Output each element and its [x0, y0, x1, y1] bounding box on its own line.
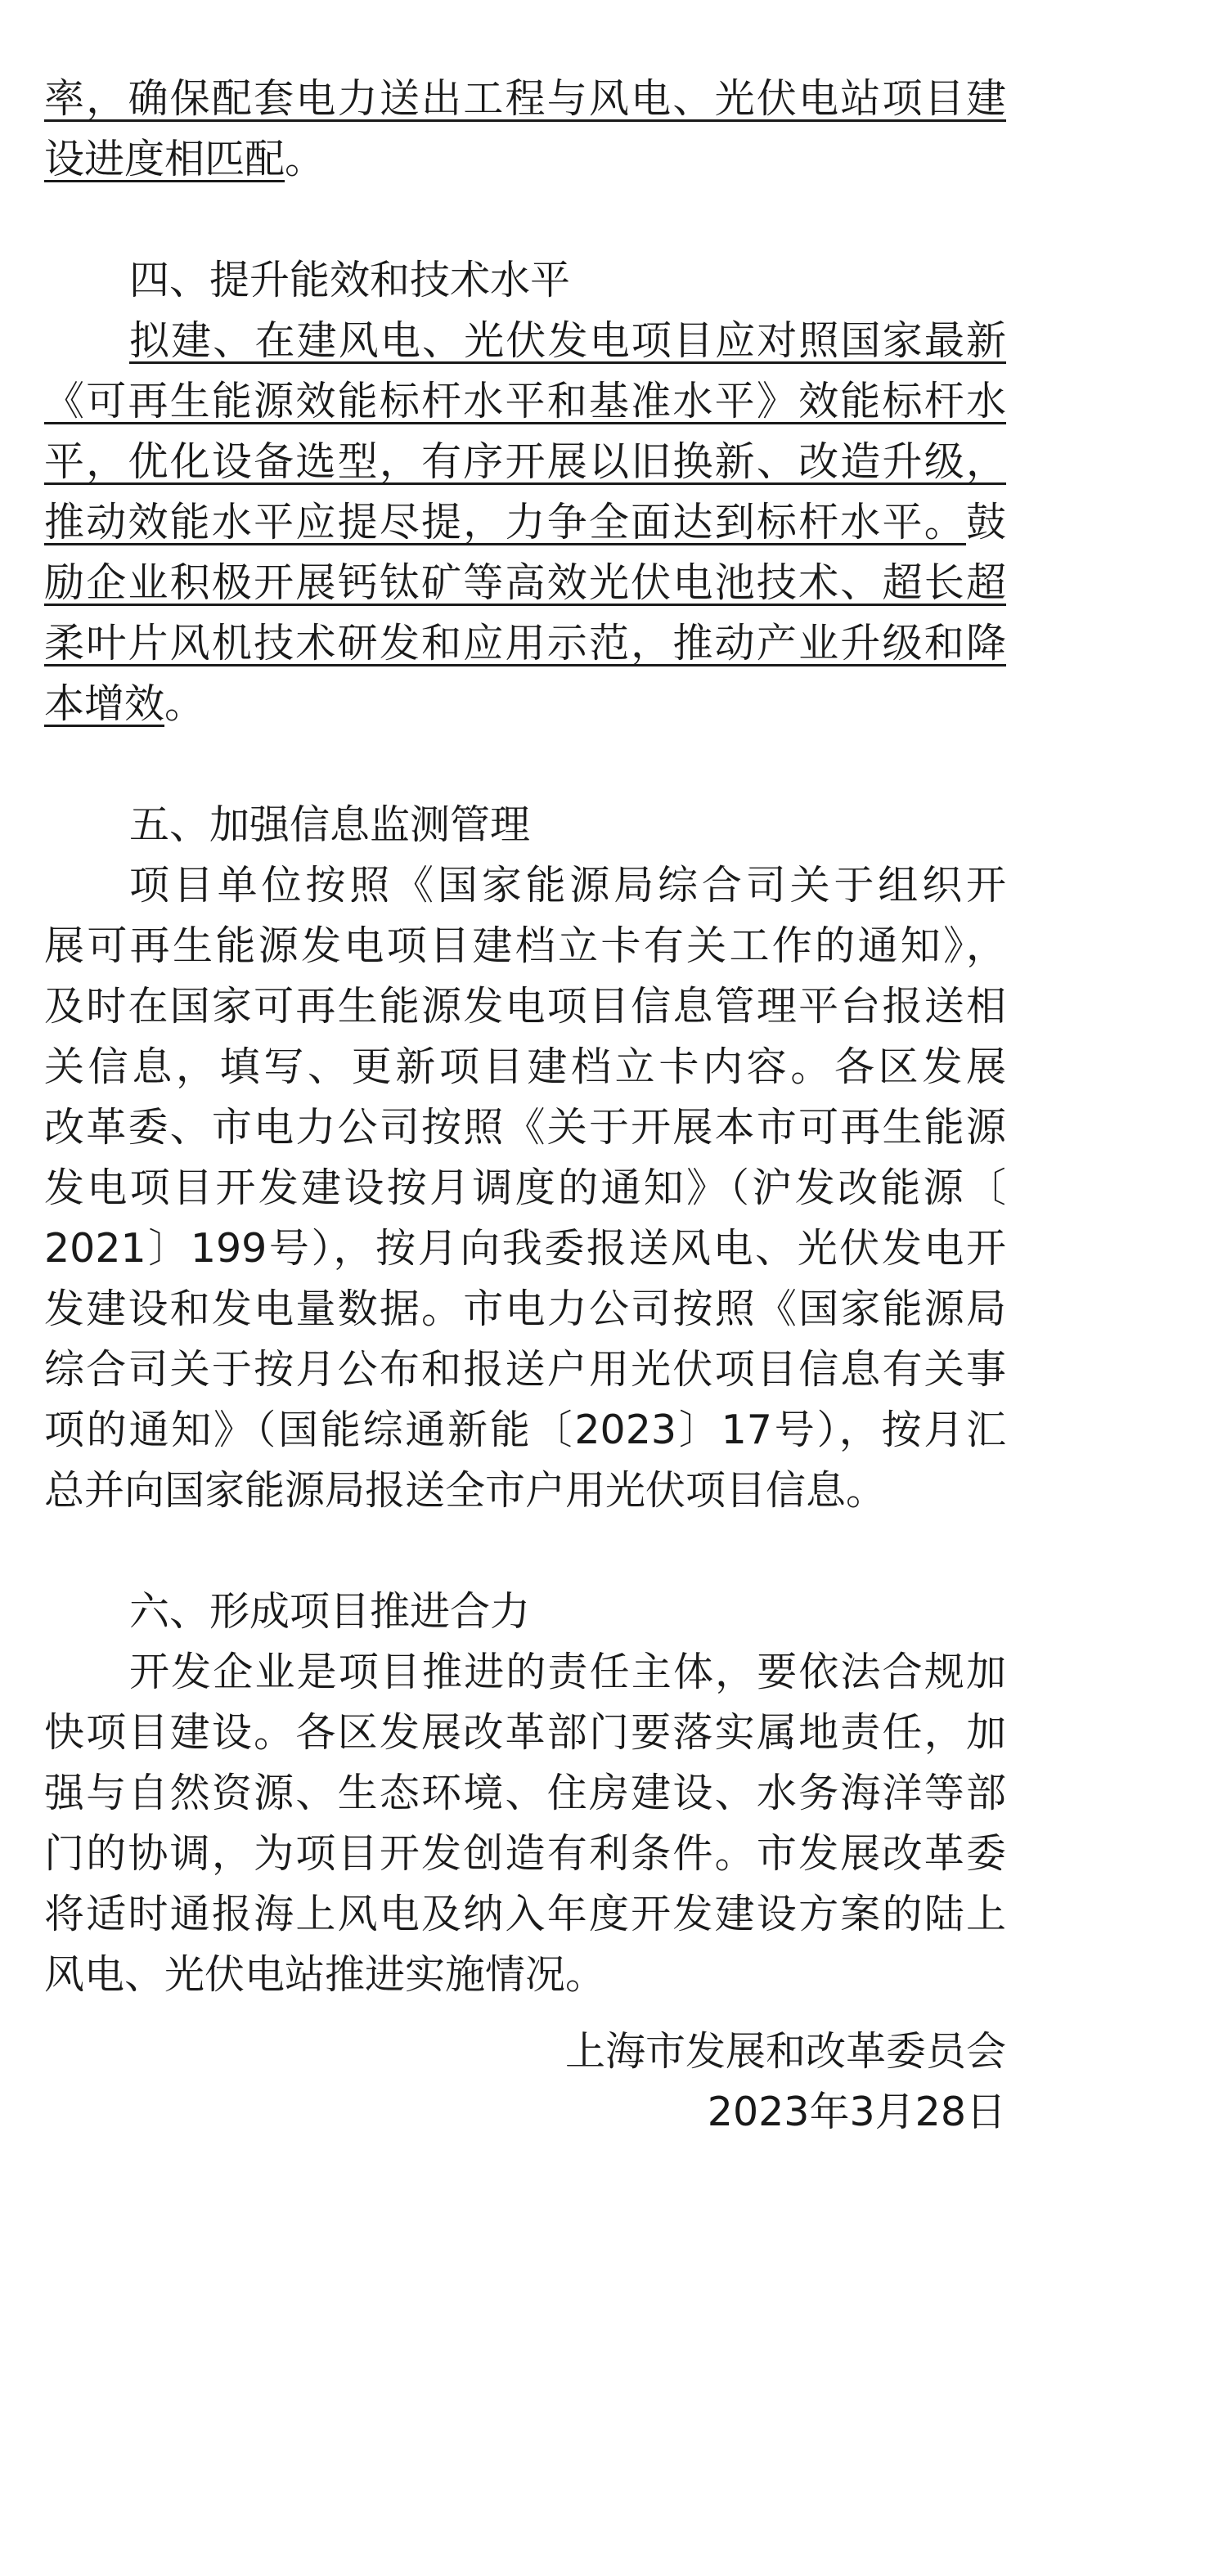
paragraph-gap	[44, 190, 1006, 250]
text-line	[44, 69, 1006, 129]
section-heading: 五、加强信息监测管理	[129, 801, 531, 848]
text-line	[44, 1945, 1006, 2005]
text-segment: 综合司关于按月公布和报送户用光伏项目信息有关事	[44, 1346, 1006, 1393]
text-segment: 强与自然资源、生态环境、住房建设、水务海洋等部	[44, 1770, 1006, 1816]
paragraph-gap	[44, 734, 1006, 795]
text-segment: 将适时通报海上风电及纳入年度开发建设方案的陆上	[44, 1891, 1006, 1937]
text-segment: 展可再生能源发电项目建档立卡有关工作的通知》，	[44, 922, 1006, 969]
text-line	[44, 311, 1006, 371]
text-line	[44, 1400, 1006, 1461]
text-segment: 发建设和发电量数据。市电力公司按照《国家能源局	[44, 1286, 1006, 1332]
signature-organization: 上海市发展和改革委员会	[564, 2028, 1006, 2075]
paragraph-gap	[44, 1521, 1006, 1582]
text-segment: 快项目建设。各区发展改革部门要落实属地责任，加	[44, 1709, 1006, 1756]
text-line	[44, 1218, 1006, 1279]
signature-date: 2023年3月28日	[707, 2089, 1006, 2135]
signature-block	[565, 2022, 1006, 2143]
text-line	[44, 129, 1006, 190]
text-line	[44, 1884, 1006, 1945]
text-line	[44, 613, 1006, 674]
text-line	[44, 1097, 1006, 1158]
text-segment: 改革委、市电力公司按照《关于开展本市可再生能源	[44, 1104, 1006, 1151]
underlined-text: 平，优化设备选型，有序开展以旧换新、改造升级，	[44, 438, 1006, 485]
text-line	[44, 976, 1006, 1037]
text-segment: 总并向国家能源局报送全市户用光伏项目信息。	[44, 1467, 887, 1514]
text-line	[44, 371, 1006, 432]
text-line	[44, 1824, 1006, 1884]
underlined-text: 本增效	[44, 680, 165, 727]
text-line	[44, 1461, 1006, 1521]
text-line	[44, 1037, 1006, 1097]
text-line	[44, 674, 1006, 734]
underlined-text: 柔叶片风机技术研发和应用示范，推动产业升级和降	[44, 620, 1006, 666]
section-heading: 六、形成项目推进合力	[129, 1588, 531, 1635]
text-segment: 关信息，填写、更新项目建档立卡内容。各区发展	[44, 1043, 1006, 1090]
text-line	[44, 1642, 1006, 1703]
underlined-text: 励企业积极开展钙钛矿等高效光伏电池技术、超长超	[44, 559, 1006, 606]
underlined-text: 设进度相匹配	[44, 136, 285, 182]
text-segment: 及时在国家可再生能源发电项目信息管理平台报送相	[44, 983, 1006, 1030]
text-line	[44, 432, 1006, 492]
text-line	[44, 855, 1006, 916]
text-segment: 风电、光伏电站推进实施情况。	[44, 1951, 606, 1998]
text-line	[44, 553, 1006, 613]
text-line	[44, 1158, 1006, 1218]
text-segment: 门的协调，为项目开发创造有利条件。市发展改革委	[44, 1830, 1006, 1877]
text-segment: 开发企业是项目推进的责任主体，要依法合规加	[129, 1649, 1006, 1695]
text-segment: 发电项目开发建设按月调度的通知》（沪发改能源〔	[44, 1165, 1006, 1211]
text-line	[44, 916, 1006, 976]
text-segment: 。	[285, 136, 326, 182]
text-line	[44, 1340, 1006, 1400]
underlined-text: 率，确保配套电力送出工程与风电、光伏电站项目建	[44, 75, 1006, 122]
section-heading: 四、提升能效和技术水平	[129, 257, 571, 303]
text-segment: 2021〕199号），按月向我委报送风电、光伏发电开	[44, 1225, 1006, 1272]
text-segment: 项目单位按照《国家能源局综合司关于组织开	[129, 862, 1006, 909]
underlined-text: 《可再生能源效能标杆水平和基准水平》效能标杆水	[44, 378, 1006, 424]
text-segment: 。	[164, 680, 205, 727]
text-segment: 鼓	[965, 499, 1006, 545]
document-body	[44, 69, 1006, 2005]
text-line	[44, 1279, 1006, 1340]
underlined-text: 推动效能水平应提尽提，力争全面达到标杆水平。	[44, 499, 966, 545]
text-line	[44, 492, 1006, 553]
underlined-text: 拟建、在建风电、光伏发电项目应对照国家最新	[129, 317, 1006, 364]
text-segment: 项的通知》（国能综通新能〔2023〕17号），按月汇	[44, 1407, 1006, 1453]
text-line	[44, 1763, 1006, 1824]
text-line	[44, 1703, 1006, 1763]
